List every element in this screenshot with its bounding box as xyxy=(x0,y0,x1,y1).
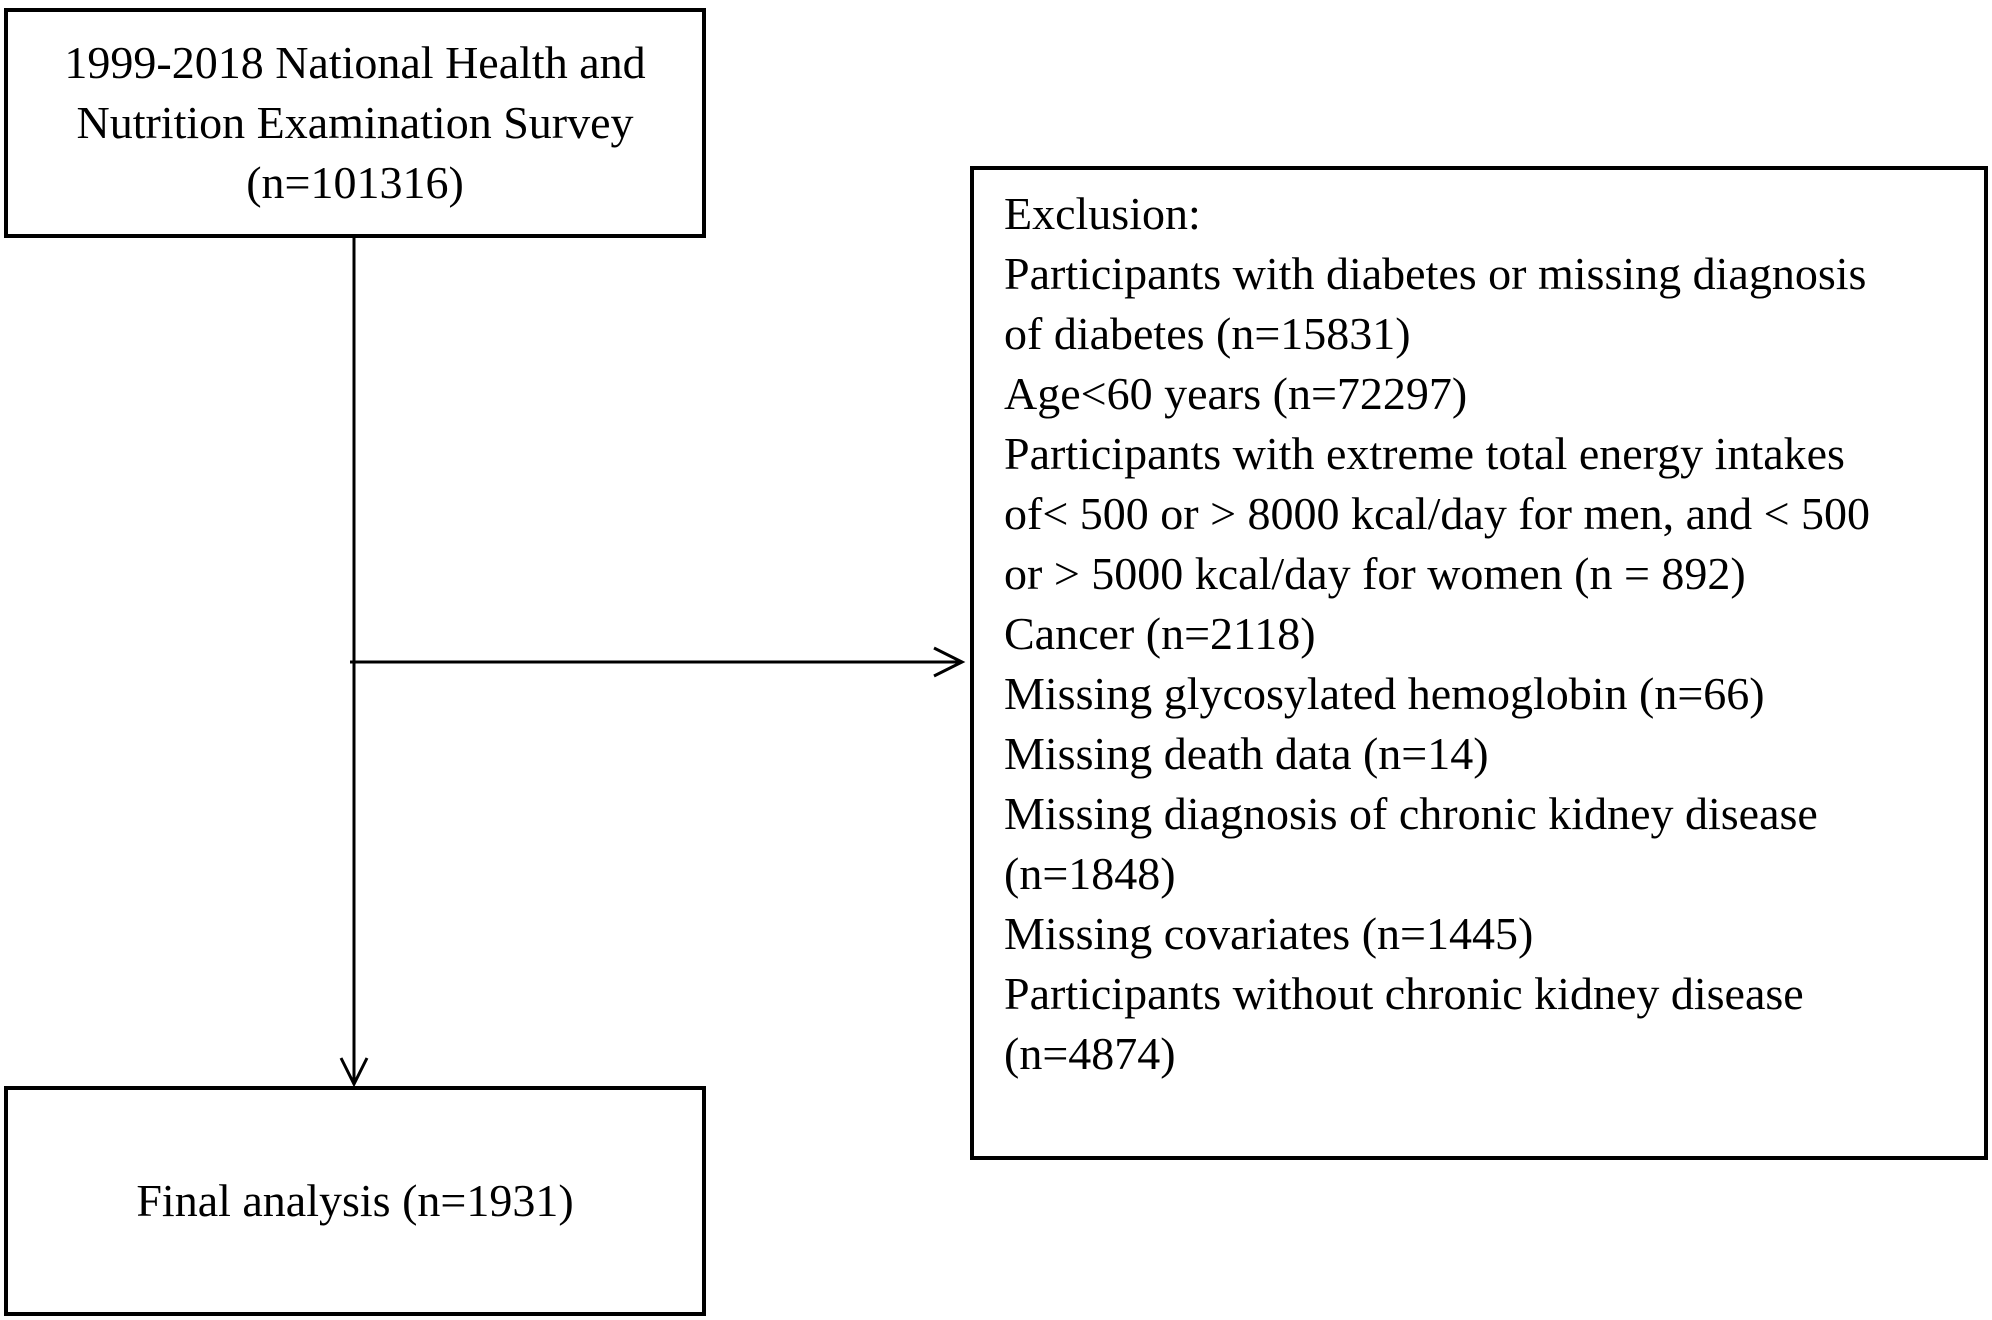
exclusion-line: (n=4874) xyxy=(1004,1028,1176,1079)
exclusion-line: Missing death data (n=14) xyxy=(1004,728,1489,779)
exclusion-line: or > 5000 kcal/day for women (n = 892) xyxy=(1004,548,1746,599)
source-line-1: 1999-2018 National Health and xyxy=(64,37,646,88)
exclusion-line: Missing covariates (n=1445) xyxy=(1004,908,1534,959)
main-flow-arrowhead xyxy=(341,1058,367,1084)
exclusion-line: (n=1848) xyxy=(1004,848,1176,899)
source-line-3: (n=101316) xyxy=(246,157,464,208)
exclusion-line: Participants with diabetes or missing diagnosis xyxy=(1004,248,1867,299)
final-analysis-box xyxy=(4,1086,706,1316)
final-analysis-label: Final analysis (n=1931) xyxy=(136,1175,574,1226)
exclusion-line: Cancer (n=2118) xyxy=(1004,608,1316,659)
exclusion-heading: Exclusion: xyxy=(1004,188,1201,239)
source-line-2: Nutrition Examination Survey xyxy=(76,97,634,148)
exclusion-line: Missing glycosylated hemoglobin (n=66) xyxy=(1004,668,1765,719)
exclusion-line: Missing diagnosis of chronic kidney disease xyxy=(1004,788,1818,839)
exclusion-line: Participants with extreme total energy intakes xyxy=(1004,428,1845,479)
exclusion-line: Participants without chronic kidney disease xyxy=(1004,968,1804,1019)
exclusion-line: of< 500 or > 8000 kcal/day for men, and < 500 xyxy=(1004,488,1871,539)
exclusion-line: of diabetes (n=15831) xyxy=(1004,308,1411,359)
exclusion-criteria-box xyxy=(970,166,1988,1160)
source-population-box xyxy=(4,8,706,238)
exclusion-flow-arrowhead xyxy=(934,648,962,676)
exclusion-line: Age<60 years (n=72297) xyxy=(1004,368,1468,419)
